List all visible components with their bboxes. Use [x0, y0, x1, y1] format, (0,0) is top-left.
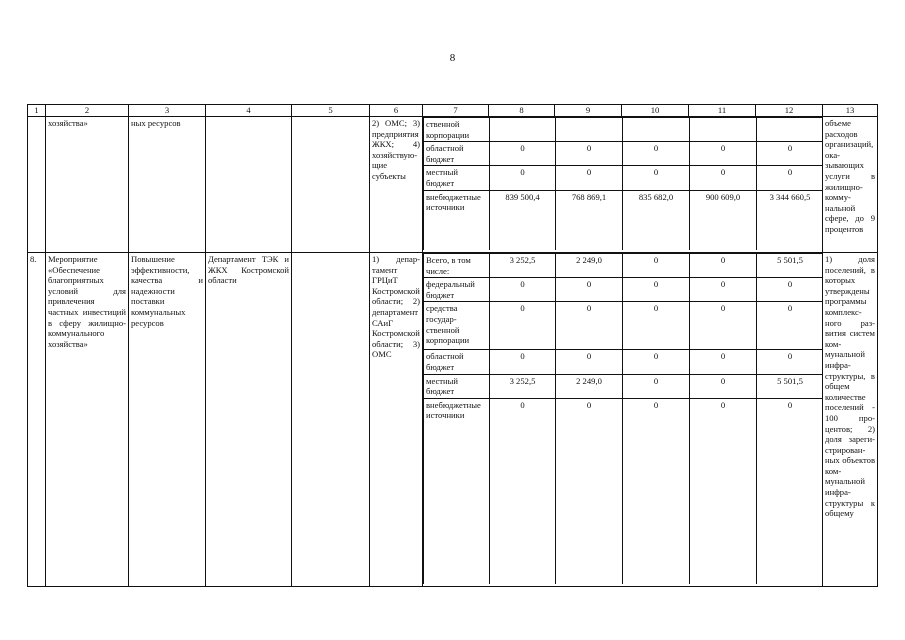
value-cell: 839 500,4 — [490, 190, 556, 250]
value-cell: 768 869,1 — [556, 190, 623, 250]
value-cell: 0 — [490, 278, 556, 302]
row-number-cell — [28, 117, 46, 253]
funding-table — [423, 117, 823, 250]
header-cell: 4 — [206, 105, 292, 117]
value-cell — [623, 118, 690, 142]
funding-source: местный бюджет — [424, 166, 490, 190]
value-cell: 0 — [757, 350, 823, 374]
value-cell: 2 249,0 — [556, 374, 623, 398]
funding-block — [423, 253, 823, 587]
header-cell: 2 — [46, 105, 129, 117]
value-cell: 3 344 660,5 — [757, 190, 823, 250]
funding-source: федеральный бюджет — [424, 278, 490, 302]
continuation-row — [28, 117, 878, 253]
funding-row — [424, 118, 823, 142]
value-cell: 0 — [490, 302, 556, 350]
header-cell: 12 — [756, 105, 823, 117]
value-cell: 0 — [690, 278, 757, 302]
value-cell: 0 — [623, 350, 690, 374]
col5-cell — [292, 253, 370, 587]
funding-source: внебюджетные источники — [424, 190, 490, 250]
funding-source: Всего, в том числе: — [424, 254, 490, 278]
funding-row — [424, 254, 823, 278]
participants-cell: 2) ОМС; 3) предприятия ЖКХ; 4) хозяйствующие субъекты — [370, 117, 423, 253]
page-number: 8 — [449, 52, 456, 64]
value-cell — [690, 118, 757, 142]
value-cell: 0 — [623, 374, 690, 398]
value-cell: 0 — [623, 166, 690, 190]
indicator-cell: объеме расходов организаций, оказывающих услуги в жилищно-коммунальной сфере, до 9 процентов — [823, 117, 878, 253]
funding-source: средства государственной корпорации — [424, 302, 490, 350]
funding-row — [424, 142, 823, 166]
program-table — [27, 104, 878, 587]
value-cell — [757, 118, 823, 142]
value-cell: 0 — [757, 302, 823, 350]
value-cell: 0 — [757, 166, 823, 190]
header-cell: 11 — [689, 105, 756, 117]
header-cell: 1 — [28, 105, 46, 117]
value-cell: 0 — [690, 398, 757, 584]
value-cell: 0 — [623, 278, 690, 302]
value-cell: 0 — [757, 142, 823, 166]
funding-source: местный бюджет — [424, 374, 490, 398]
funding-row — [424, 278, 823, 302]
funding-table — [423, 253, 823, 584]
value-cell: 0 — [490, 350, 556, 374]
funding-source: областной бюджет — [424, 142, 490, 166]
value-cell — [556, 118, 623, 142]
value-cell: 2 249,0 — [556, 254, 623, 278]
funding-block — [423, 117, 823, 253]
value-cell: 0 — [690, 374, 757, 398]
header-cell: 6 — [370, 105, 423, 117]
value-cell — [490, 118, 556, 142]
value-cell: 5 501,5 — [757, 374, 823, 398]
funding-source: внебюджетные источники — [424, 398, 490, 584]
goal-cell: Повышение эффективности, качества и надежности поставки коммунальных ресурсов — [129, 253, 206, 587]
value-cell: 0 — [690, 254, 757, 278]
value-cell: 0 — [623, 142, 690, 166]
goal-cell: ных ресурсов — [129, 117, 206, 253]
value-cell: 0 — [623, 302, 690, 350]
funding-row — [424, 374, 823, 398]
funding-source: областной бюджет — [424, 350, 490, 374]
value-cell: 0 — [757, 398, 823, 584]
header-cell: 9 — [555, 105, 622, 117]
value-cell: 3 252,5 — [490, 374, 556, 398]
value-cell: 0 — [556, 398, 623, 584]
header-cell: 3 — [129, 105, 206, 117]
value-cell: 0 — [556, 142, 623, 166]
value-cell: 5 501,5 — [757, 254, 823, 278]
funding-row — [424, 350, 823, 374]
value-cell: 0 — [623, 398, 690, 584]
executor-cell — [206, 117, 292, 253]
header-cell: 5 — [292, 105, 370, 117]
measure-name-cell: хозяйства» — [46, 117, 129, 253]
value-cell: 0 — [757, 278, 823, 302]
funding-row — [424, 166, 823, 190]
col5-cell — [292, 117, 370, 253]
value-cell: 3 252,5 — [490, 254, 556, 278]
value-cell: 0 — [490, 398, 556, 584]
value-cell: 0 — [623, 254, 690, 278]
value-cell: 0 — [690, 166, 757, 190]
funding-row — [424, 302, 823, 350]
indicator-cell: 1) доля поселений, в которых утверждены программы комплексного развития систем коммунальной инфраструктуры, в общем количестве поселений - 100 процентов; 2) доля зарегистрированных объектов коммунальной инфраструктуры к общему — [823, 253, 878, 587]
funding-source: ственной корпорации — [424, 118, 490, 142]
value-cell: 0 — [690, 350, 757, 374]
value-cell: 0 — [690, 142, 757, 166]
participants-cell: 1) департамент ГРЦиТ Костромской области; 2) департамент САиГ Костромской области; 3) ОМС — [370, 253, 423, 587]
header-cell: 10 — [622, 105, 689, 117]
header-row — [28, 105, 878, 117]
executor-cell: Департамент ТЭК и ЖКХ Костромской области — [206, 253, 292, 587]
value-cell: 0 — [490, 142, 556, 166]
header-cell: 8 — [489, 105, 555, 117]
header-cell: 7 — [423, 105, 489, 117]
value-cell: 0 — [556, 278, 623, 302]
value-cell: 0 — [556, 350, 623, 374]
value-cell: 0 — [690, 302, 757, 350]
measure-row-8 — [28, 253, 878, 587]
value-cell: 0 — [556, 166, 623, 190]
value-cell: 900 609,0 — [690, 190, 757, 250]
funding-row — [424, 190, 823, 250]
measure-name-cell: Мероприятие «Обеспечение благоприятных условий для привлечения частных инвестиций в сферу жилищно-коммунального хозяйства» — [46, 253, 129, 587]
value-cell: 0 — [490, 166, 556, 190]
row-number-cell: 8. — [28, 253, 46, 587]
value-cell: 835 682,0 — [623, 190, 690, 250]
funding-row — [424, 398, 823, 584]
value-cell: 0 — [556, 302, 623, 350]
header-cell: 13 — [823, 105, 878, 117]
